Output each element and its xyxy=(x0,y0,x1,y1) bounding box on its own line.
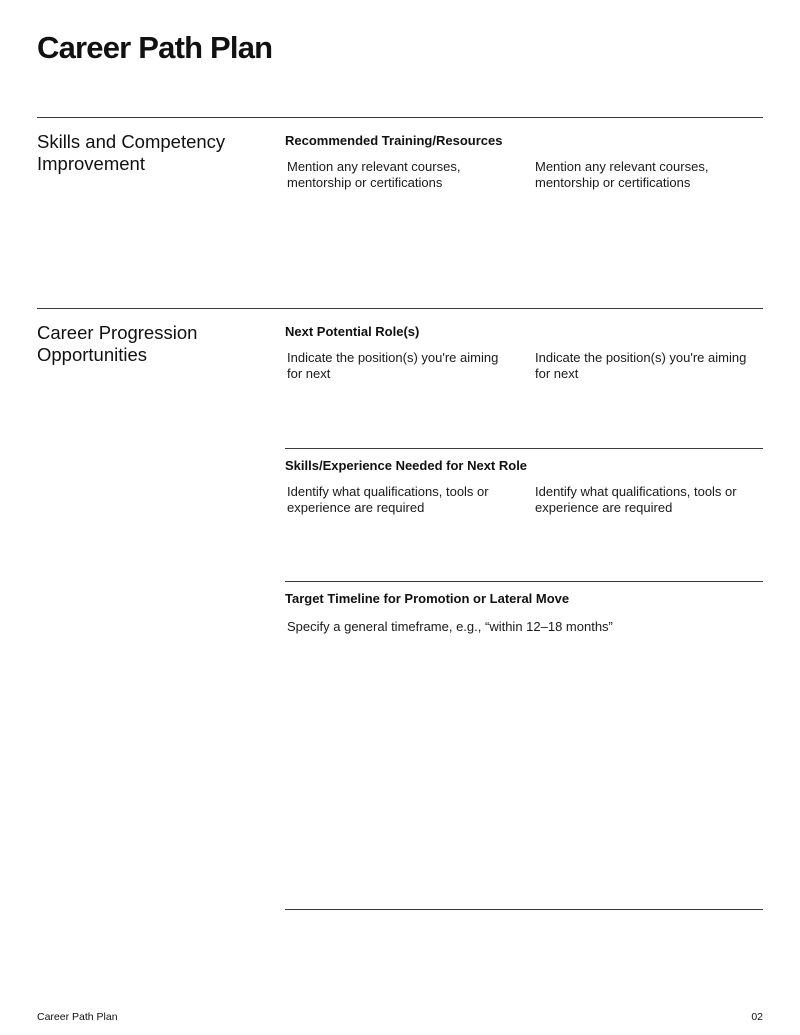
section-heading-skills-line2: Improvement xyxy=(37,153,145,174)
section-heading-skills-line1: Skills and Competency xyxy=(37,131,226,152)
section-divider-progression xyxy=(37,308,763,309)
field-divider-skills-needed xyxy=(285,448,763,449)
section-heading-progression-line2: Opportunities xyxy=(37,344,148,365)
timeline-label: Target Timeline for Promotion or Lateral Move xyxy=(285,591,570,606)
section-heading-progression-line1: Career Progression xyxy=(37,322,198,343)
training-label: Recommended Training/Resources xyxy=(285,133,503,148)
training-input-left[interactable]: Mention any relevant courses, mentorship or certifications xyxy=(287,159,461,190)
field-divider-timeline xyxy=(285,581,763,582)
next-role-input-left[interactable]: Indicate the position(s) you're aiming for next xyxy=(287,350,499,381)
skills-needed-label: Skills/Experience Needed for Next Role xyxy=(285,458,528,473)
page-title: Career Path Plan xyxy=(37,30,273,65)
skills-needed-input-left[interactable]: Identify what qualifications, tools or experience are required xyxy=(287,484,489,515)
next-role-input-right[interactable]: Indicate the position(s) you're aiming for next xyxy=(535,350,747,381)
footer-title: Career Path Plan xyxy=(37,1011,118,1023)
training-input-right[interactable]: Mention any relevant courses, mentorship or certifications xyxy=(535,159,709,190)
timeline-input[interactable]: Specify a general timeframe, e.g., “within 12–18 months” xyxy=(287,619,613,634)
section-heading-progression xyxy=(37,322,267,366)
page-number: 02 xyxy=(751,1011,763,1023)
field-divider-end xyxy=(285,909,763,910)
section-divider-skills xyxy=(37,117,763,118)
next-role-label: Next Potential Role(s) xyxy=(285,324,420,339)
skills-needed-input-right[interactable]: Identify what qualifications, tools or experience are required xyxy=(535,484,737,515)
section-heading-skills xyxy=(37,131,267,175)
